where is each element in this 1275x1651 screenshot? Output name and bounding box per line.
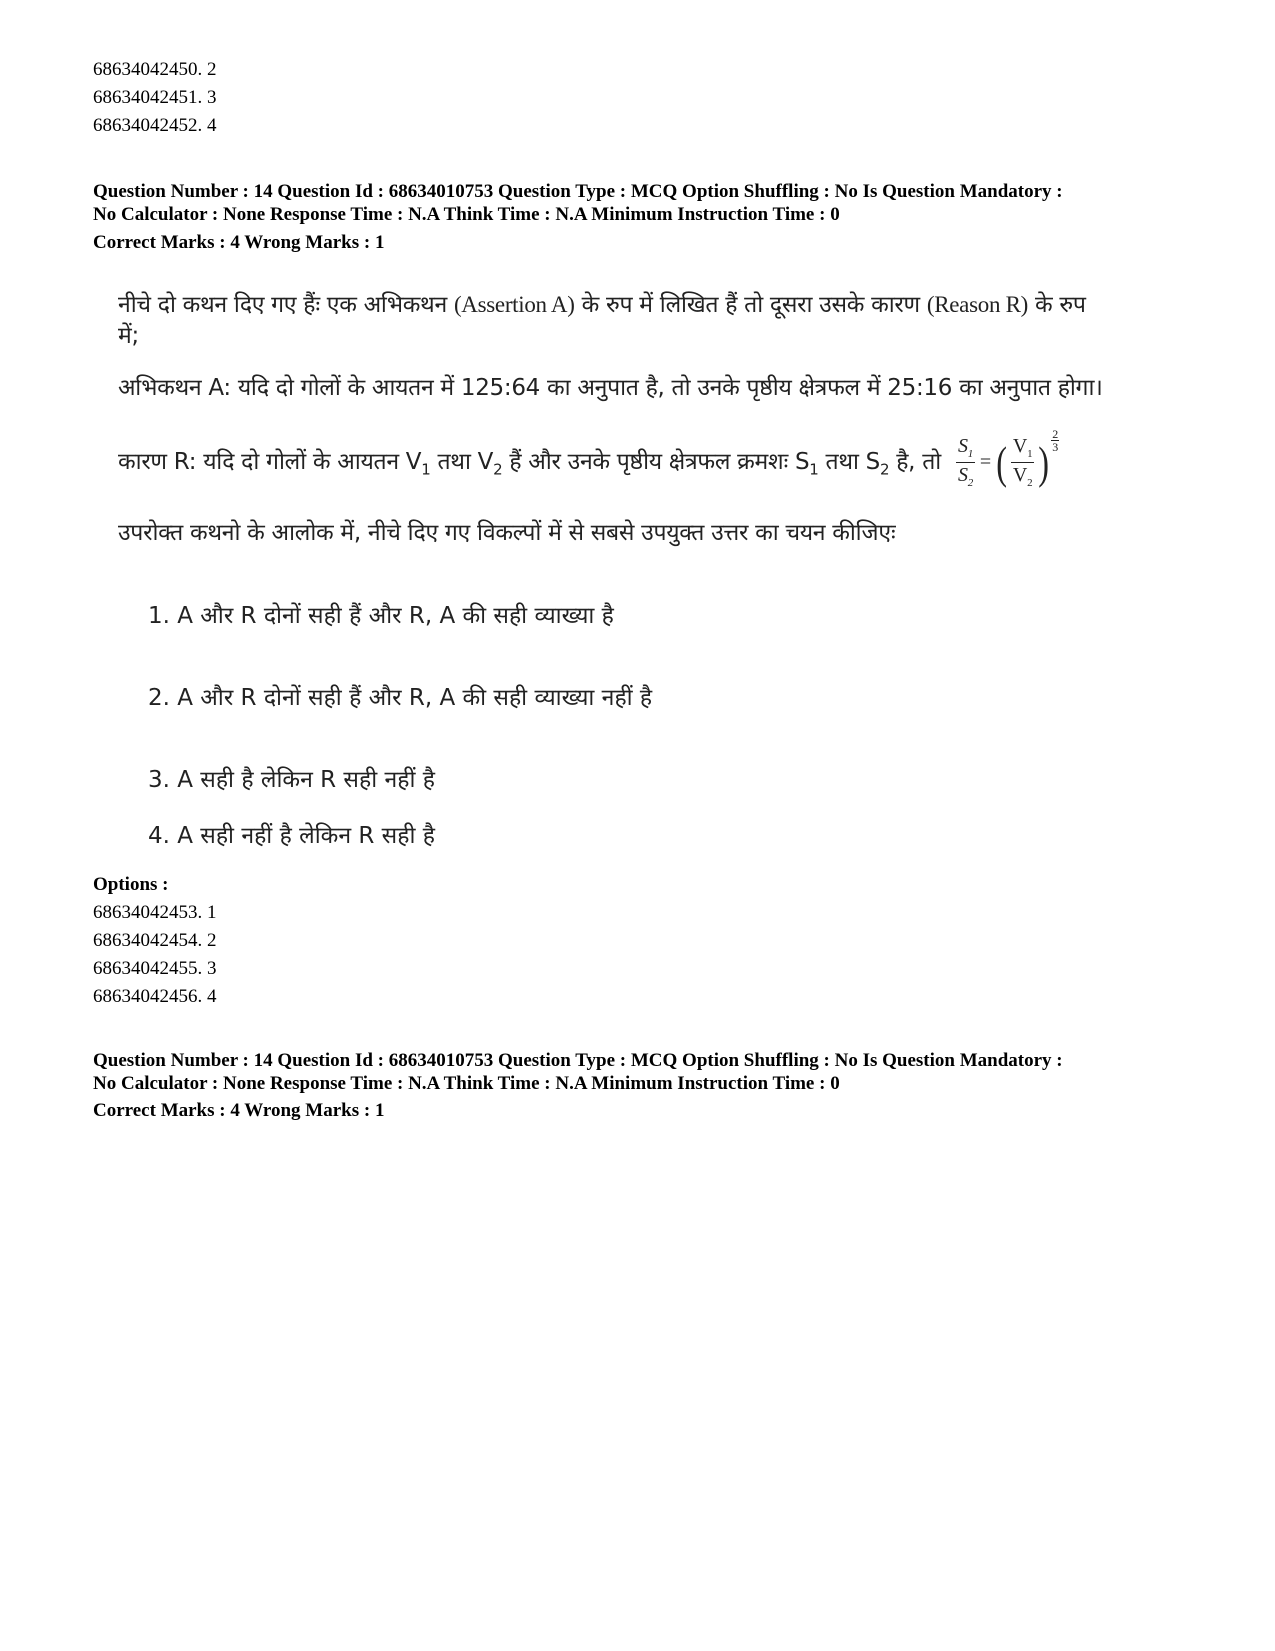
answer-choice: 3. A सही है लेकिन R सही नहीं है bbox=[148, 767, 435, 793]
question-marks: Correct Marks : 4 Wrong Marks : 1 bbox=[93, 1100, 385, 1121]
volume-ratio: $\frac{V_1}{V_2}$ bbox=[1012, 435, 1033, 489]
reason-label: कारण R: bbox=[118, 449, 197, 475]
ratio-formula: $\frac{S_1}{S_2}$ = ( $\frac{V_1}{V_2}$ ) 2 3 bbox=[957, 427, 1058, 489]
question-header-line2: No Calculator : None Response Time : N.A Think Time : N.A Minimum Instruction Time : 0 bbox=[93, 204, 840, 225]
answer-choice: 2. A और R दोनों सही हैं और R, A की सही व्याख्या नहीं है bbox=[148, 685, 653, 711]
question-header-line1: Question Number : 14 Question Id : 68634010753 Question Type : MCQ Option Shuffling : No Is Question Mandatory : bbox=[93, 1050, 1063, 1071]
option-line: 68634042456. 4 bbox=[93, 986, 217, 1007]
option-line: 68634042453. 1 bbox=[93, 902, 217, 923]
answer-choice: 4. A सही नहीं है लेकिन R सही है bbox=[148, 823, 435, 849]
option-line: 68634042451. 3 bbox=[93, 87, 217, 108]
question-intro: नीचे दो कथन दिए गए हैंः एक अभिकथन (Assertion A) के रुप में लिखित हैं तो दूसरा उसके कारण (Reason R) के रुप bbox=[118, 292, 1086, 318]
answer-choice: 1. A और R दोनों सही हैं और R, A की सही व्याख्या है bbox=[148, 603, 614, 629]
reason-statement: कारण R: यदि दो गोलों के आयतन $V_1$ तथा $V_2$ हैं और उनके पृष्ठीय क्षेत्रफल क्रमशः $S_1$ तथा $S_2$ है, तो $\frac{S_1}{S_2}$ = ( $\frac{V_1}{V_2}$ ) 2 3 bbox=[118, 427, 1058, 489]
option-line: 68634042455. 3 bbox=[93, 958, 217, 979]
option-line: 68634042452. 4 bbox=[93, 115, 217, 136]
option-line: 68634042450. 2 bbox=[93, 59, 217, 80]
assertion-statement bbox=[118, 370, 1103, 402]
question-instruction: उपरोक्त कथनो के आलोक में, नीचे दिए गए विकल्पों में से सबसे उपयुक्त उत्तर का चयन कीजिएः bbox=[118, 520, 896, 546]
assertion-label: अभिकथन A: bbox=[118, 375, 231, 401]
question-intro-line2: में; bbox=[118, 323, 139, 349]
option-line: 68634042454. 2 bbox=[93, 930, 217, 951]
assertion-text: यदि दो गोलों के आयतन में 125:64 का अनुपात है, तो उनके पृष्ठीय क्षेत्रफल में 25:16 का अनुपात होगा। bbox=[230, 375, 1103, 401]
options-label: Options : bbox=[93, 874, 169, 895]
surface-area-ratio: $\frac{S_1}{S_2}$ bbox=[957, 435, 973, 489]
question-marks: Correct Marks : 4 Wrong Marks : 1 bbox=[93, 232, 385, 253]
question-header-line1: Question Number : 14 Question Id : 68634010753 Question Type : MCQ Option Shuffling : No Is Question Mandatory : bbox=[93, 181, 1063, 202]
exponent-fraction: 2 3 bbox=[1052, 427, 1058, 454]
question-header-line2: No Calculator : None Response Time : N.A Think Time : N.A Minimum Instruction Time : 0 bbox=[93, 1073, 840, 1094]
